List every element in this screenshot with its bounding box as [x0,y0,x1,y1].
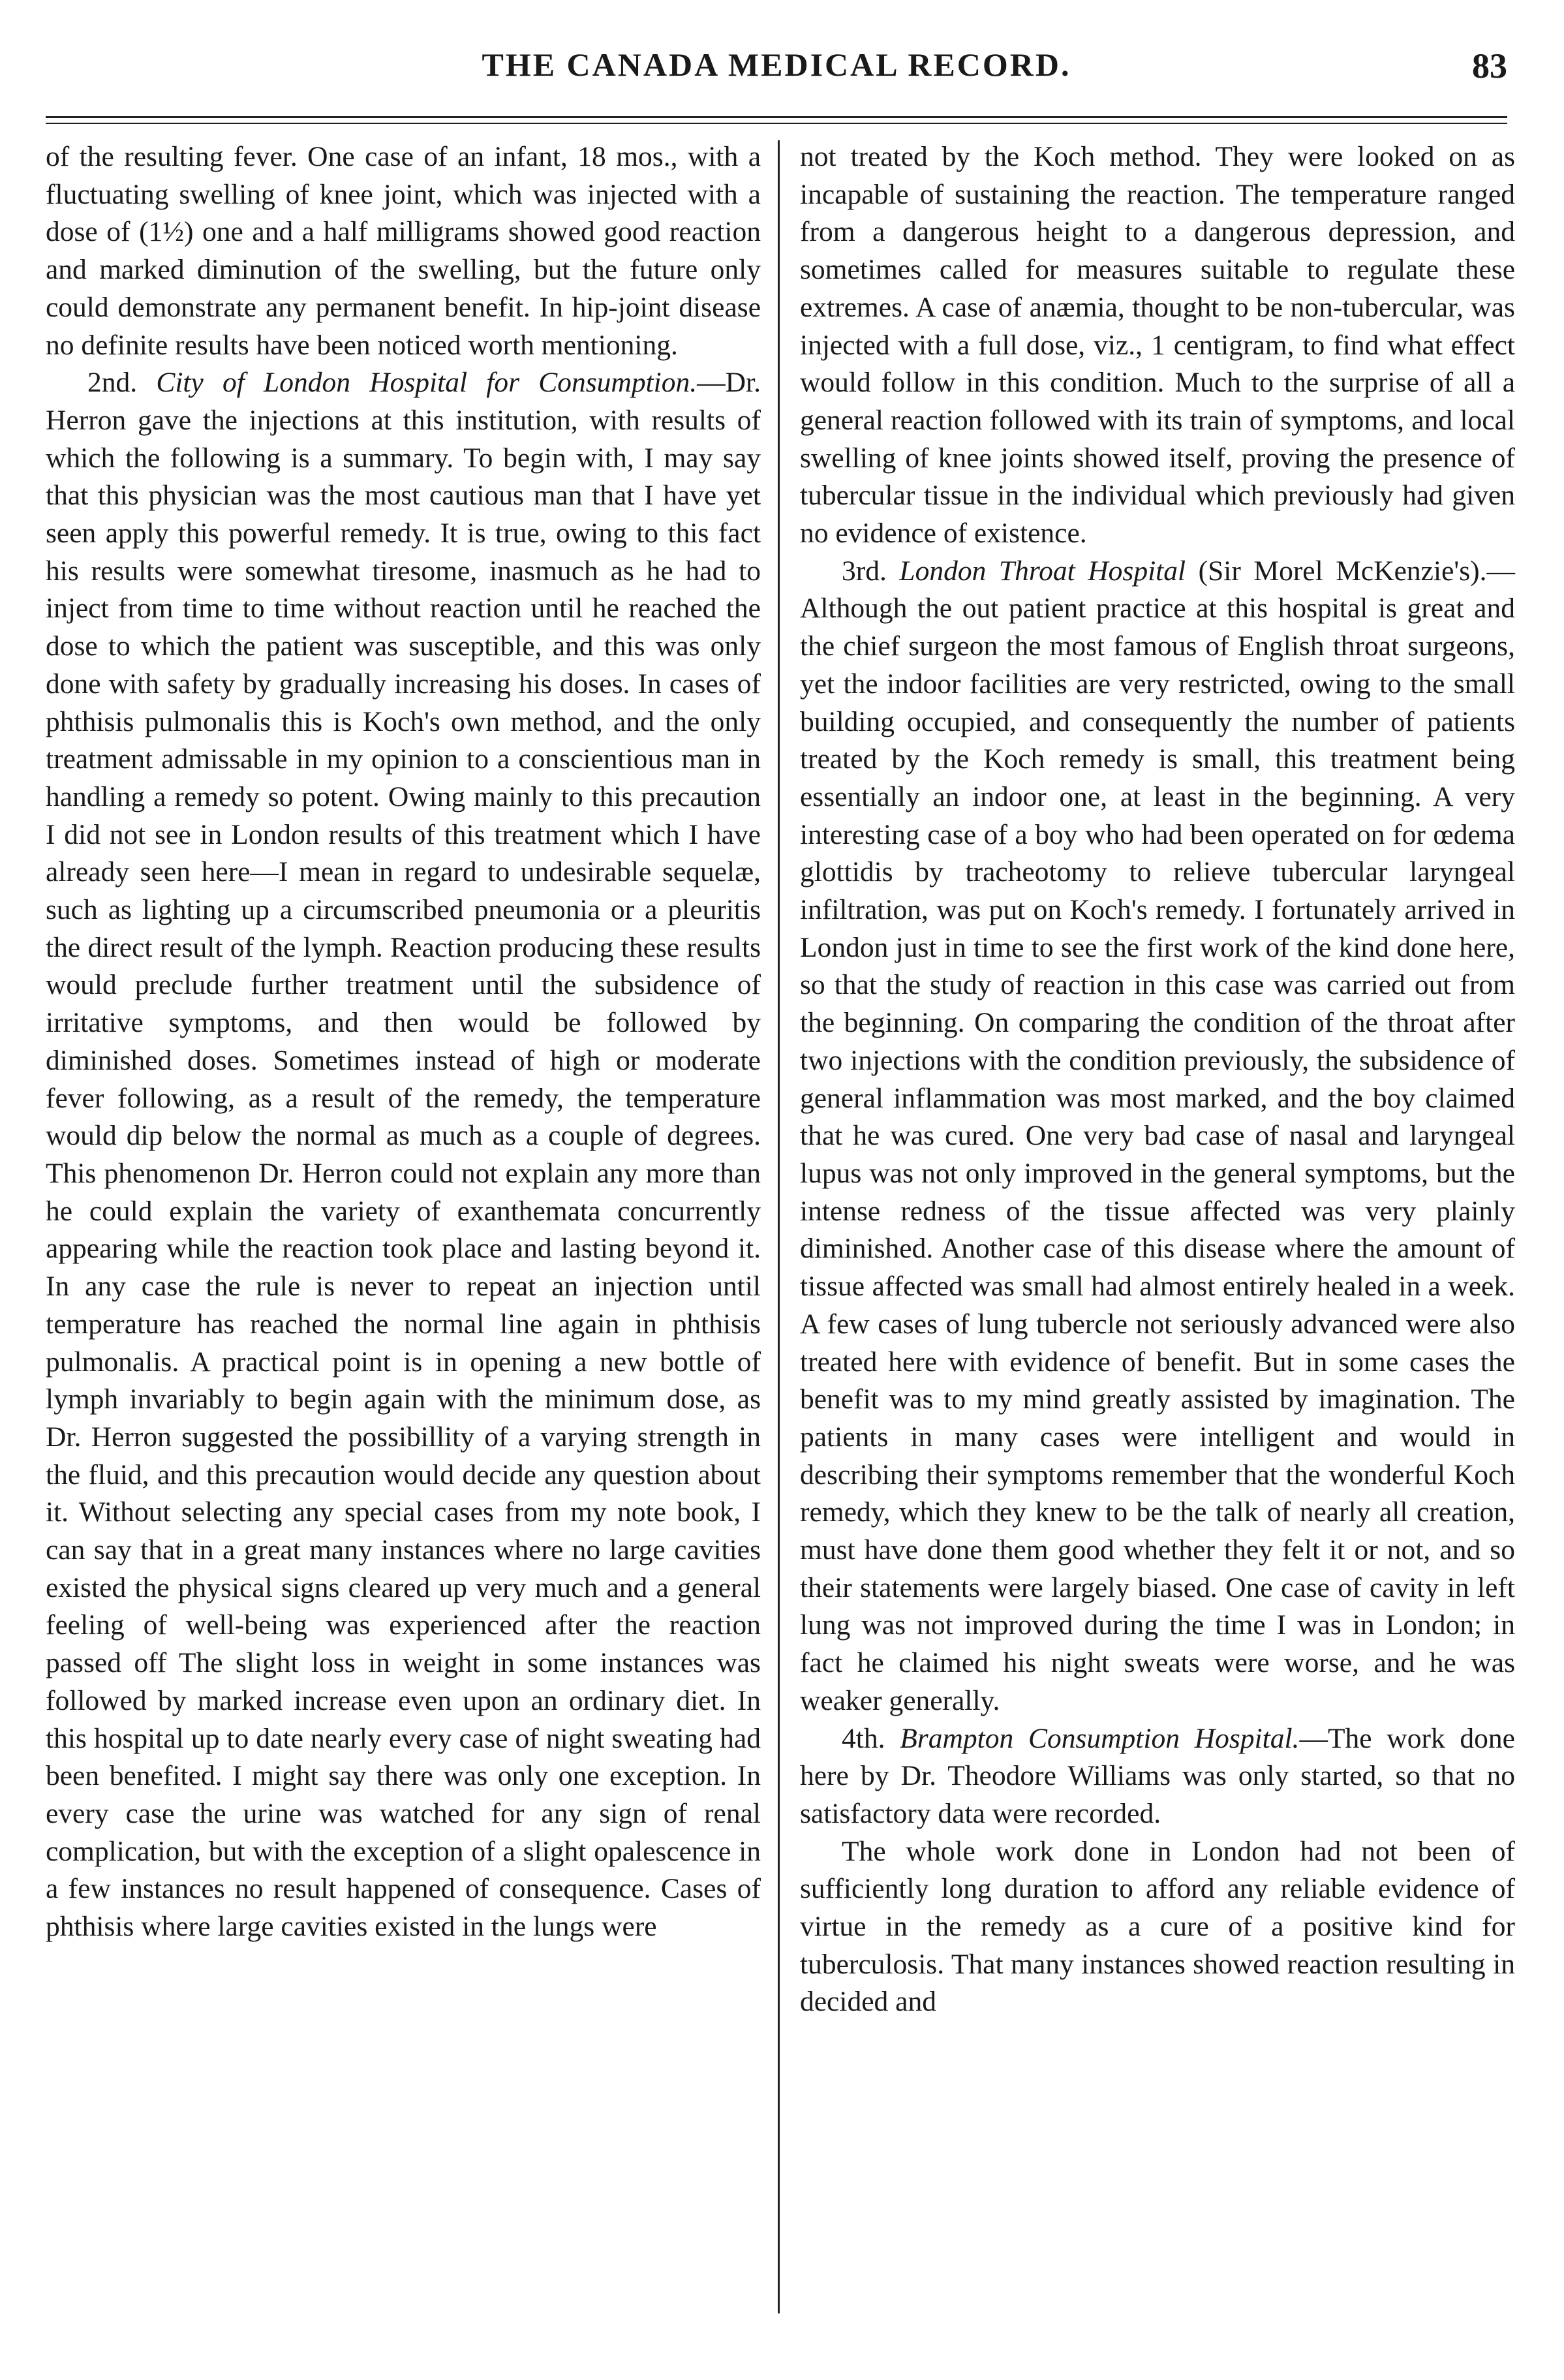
column-divider [778,140,780,2313]
left-paragraph-2 [46,364,761,1946]
section-body: —The work done here by Dr. Theodore Williams was only started, so that no satisfactory data were recorded. [800,1722,1515,1829]
section-number: 4th. [842,1722,885,1754]
right-paragraph-2 [800,553,1515,1720]
left-column [46,138,761,1946]
left-paragraph-1: of the resulting fever. One case of an infant, 18 mos., with a fluctuating swelling of knee joint, which was injected with a dose of (1½) one and a half milligrams showed good reaction and marked diminution of the swelling, but the future only could demonstrate any permanent benefit. In hip-joint disease no definite results have been noticed worth mentioning. [46,141,761,361]
right-column [800,138,1515,2021]
header-rule-thick [46,116,1507,118]
section-number: 2nd. [87,367,138,399]
section-body: (Sir Morel McKenzie's).—Although the out patient practice at this hospital is great and the chief surgeon the most famous of English throat surgeons, yet the indoor facilities are very restricted, owing to the small building occupied, and consequently the number of patients treated by the Koch remedy is small, this treatment being essentially an indoor one, at least in the beginning. A very interesting case of a boy who had been operated on for œdema glottidis by tracheotomy to relieve tubercular laryngeal infiltration, was put on Koch's remedy. I fortunately arrived in London just in time to see the first work of the kind done here, so that the study of reaction in this case was carried out from the beginning. On comparing the condition of the throat after two injections with the condition previously, the subsidence of general inflammation was most marked, and the boy claimed that he was cured. One very bad case of nasal and laryngeal lupus was not only improved in the general symptoms, but the intense redness of the tissue affected was very plainly diminished. Another case of this disease where the amount of tissue affected was small had almost entirely healed in a week. A few cases of lung tubercle not seriously advanced were also treated here with evidence of benefit. But in some cases the benefit was to my mind greatly assisted by imagination. The patients in many cases were intelligent and would in describing their symptoms remember that the wonderful Koch remedy, which they knew to be the talk of nearly all creation, must have done them good whether they felt it or not, and so their statements were largely biased. One case of cavity in left lung was not improved during the time I was in London; in fact he claimed his night sweats were worse, and he was weaker generally. [800,555,1516,1716]
right-paragraph-1: not treated by the Koch method. They were looked on as incapable of sustaining the reaction. The temperature ranged from a dangerous height to a dangerous depression, and sometimes called for measures suitable to regulate these extremes. A case of anæmia, thought to be non-tubercular, was injected with a full dose, viz., 1 centigram, to find what effect would follow in this condition. Much to the surprise of all a general reaction followed with its train of symptoms, and local swelling of knee joints showed itself, proving the presence of tubercular tissue in the individual which previously had given no evidence of existence. [800,141,1515,549]
section-number: 3rd. [842,555,887,587]
section-body: —Dr. Herron gave the injections at this institution, with results of which the following is a summary. To begin with, I may say that this physician was the most cautious man that I have yet seen apply this powerful remedy. It is true, owing to this fact his results were somewhat tiresome, inasmuch as he had to inject from time to time without reaction until he reached the dose to which the patient was susceptible, and this was only done with safety by gradually increasing his doses. In cases of phthisis pulmonalis this is Koch's own method, and the only treatment admissable in my opinion to a conscientious man in handling a remedy so potent. Owing mainly to this precaution I did not see in London results of this treatment which I have already seen here—I mean in regard to undesirable sequelæ, such as lighting up a circumscribed pneumonia or a pleuritis the direct result of the lymph. Reaction producing these results would preclude further treatment until the subsidence of irritative symptoms, and then would be followed by diminished doses. Sometimes instead of high or moderate fever following, as a result of the remedy, the temperature would dip below the normal as much as a couple of degrees. This phenomenon Dr. Herron could not explain any more than he could explain the variety of exanthemata concurrently appearing while the reaction took place and lasting beyond it. In any case the rule is never to repeat an injection until temperature has reached the normal line again in phthisis pulmonalis. A practical point is in opening a new bottle of lymph invariably to begin again with the minimum dose, as Dr. Herron suggested the possibillity of a varying strength in the fluid, and this precaution would decide any question about it. Without selecting any special cases from my note book, I can say that in a great many instances where no large cavities existed the physical signs cleared up very much and a general feeling of well-being was experienced after the reaction passed off The slight loss in weight in some instances was followed by marked increase even upon an ordinary diet. In this hospital up to date nearly every case of night sweating had been benefited. I might say there was only one exception. In every case the urine was watched for any sign of renal complication, but with the exception of a slight opalescence in a few instances no result happened of consequence. Cases of phthisis where large cavities existed in the lungs were [46,367,761,1943]
section-title: Brampton Consumption Hospital. [900,1722,1300,1754]
header-rule-thin [46,123,1507,124]
page-header [46,46,1507,98]
running-title: THE CANADA MEDICAL RECORD. [482,46,1071,83]
section-title: London Throat Hospital [899,555,1186,587]
right-paragraph-4: The whole work done in London had not been of sufficiently long duration to afford any reliable evidence of virtue in the remedy as a cure of a positive kind for tuberculosis. That many instances showed reaction resulting in decided and [800,1835,1515,2018]
right-paragraph-3 [800,1720,1515,1833]
section-title: City of London Hospital for Consumption. [156,367,698,399]
page-number: 83 [1472,46,1507,85]
